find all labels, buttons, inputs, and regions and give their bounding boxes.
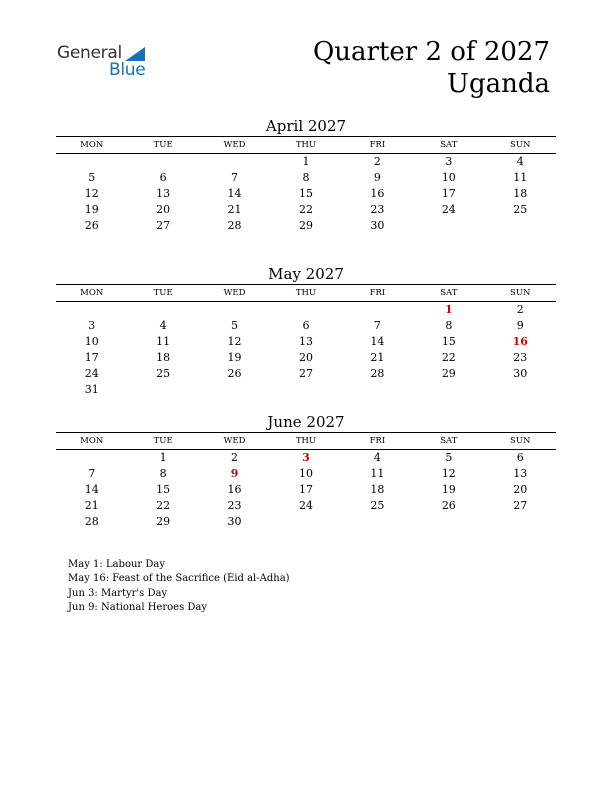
day-cell: 14 [370,335,385,348]
weekday-label: SUN [510,140,531,150]
week-row [56,366,556,382]
holiday-note: May 16: Feast of the Sacrifice (Eid al-Adha) [68,573,290,585]
day-cell: 18 [156,351,171,364]
day-cell: 26 [441,499,456,512]
day-cell [56,450,127,466]
day-cell: 28 [84,515,99,528]
day-cell [485,382,556,398]
weekday-label: TUE [153,140,173,150]
week-row [56,318,556,334]
day-cell: 16 [370,187,385,200]
day-cell: 12 [441,467,456,480]
day-cell [270,382,341,398]
holiday-note: May 1: Labour Day [68,559,165,570]
day-cell: 10 [441,171,456,184]
day-cell: 24 [84,367,99,380]
day-cell: 26 [84,219,99,232]
day-cell [342,382,413,398]
day-cell: 6 [159,171,167,184]
day-cell [199,302,270,318]
week-row [56,202,556,218]
weekday-label: FRI [369,288,386,298]
day-cell: 3 [445,155,453,168]
day-cell: 5 [445,451,453,464]
day-cell: 8 [159,467,167,480]
day-cell: 21 [84,499,99,512]
weekday-label: TUE [153,436,173,446]
day-cell: 5 [88,171,96,184]
month-title: June 2027 [267,413,345,431]
logo-triangle-icon [125,47,145,61]
day-cell: 4 [373,451,381,464]
day-cell: 1 [159,451,167,464]
day-cell: 11 [370,467,385,480]
day-cell: 22 [298,203,313,216]
day-cell: 8 [445,319,453,332]
week-row [56,170,556,186]
day-cell: 23 [227,499,242,512]
day-cell: 30 [513,367,528,380]
day-cell [56,302,127,318]
day-cell: 7 [231,171,239,184]
week-row [56,450,556,466]
weekday-label: MON [80,140,104,150]
day-cell: 20 [513,483,528,496]
weekday-label: THU [295,140,317,150]
weekday-label: MON [80,436,104,446]
week-row [56,334,556,350]
day-cell: 1 [302,155,310,168]
week-row [56,350,556,366]
day-cell: 8 [302,171,310,184]
weekday-header [56,137,556,154]
holiday-note: Jun 9: National Heroes Day [68,601,208,613]
title-country: Uganda [447,69,550,99]
day-cell: 6 [516,451,524,464]
day-cell: 4 [159,319,167,332]
day-cell: 18 [370,483,385,496]
week-row [56,154,556,170]
weekday-label: SAT [440,436,458,446]
day-cell: 27 [156,219,171,232]
day-cell: 20 [298,351,313,364]
day-cell: 11 [513,171,528,184]
month-title: April 2027 [265,117,347,135]
day-cell: 27 [513,499,528,512]
weekday-label: SAT [440,288,458,298]
month-calendar [56,264,556,398]
day-cell: 13 [513,467,528,480]
day-cell: 18 [513,187,528,200]
day-cell: 2 [231,451,239,464]
logo-text-general: General [57,43,122,63]
weekday-label: MON [80,288,104,298]
day-cell: 15 [298,187,313,200]
day-cell: 5 [231,319,239,332]
weekday-header [56,433,556,450]
day-cell: 12 [84,187,99,200]
holiday-day-cell: 3 [302,451,310,464]
day-cell: 25 [370,499,385,512]
day-cell: 7 [88,467,96,480]
day-cell [413,218,484,234]
day-cell: 2 [373,155,381,168]
day-cell: 2 [516,303,524,316]
day-cell: 28 [370,367,385,380]
day-cell [199,154,270,170]
logo-text-blue: Blue [109,60,146,80]
holiday-notes [68,558,290,615]
day-cell [342,514,413,530]
day-cell [127,154,198,170]
day-cell: 21 [370,351,385,364]
month-calendar [56,412,556,530]
day-cell: 17 [298,483,313,496]
day-cell [342,302,413,318]
day-cell: 17 [84,351,99,364]
day-cell: 11 [156,335,171,348]
day-cell: 12 [227,335,242,348]
day-cell: 23 [513,351,528,364]
holiday-day-cell: 1 [444,303,453,316]
day-cell: 15 [441,335,456,348]
month-calendar [56,116,556,234]
week-row [56,382,556,398]
weekday-label: WED [223,436,246,446]
day-cell: 22 [156,499,171,512]
day-cell: 9 [373,171,381,184]
day-cell: 25 [513,203,528,216]
day-cell [270,514,341,530]
week-row [56,186,556,202]
day-cell: 30 [370,219,385,232]
day-cell: 19 [84,203,99,216]
weekday-label: WED [223,140,246,150]
day-cell: 24 [298,499,313,512]
day-cell: 19 [441,483,456,496]
day-cell: 29 [156,515,171,528]
day-cell: 7 [373,319,381,332]
weekday-label: FRI [369,436,386,446]
day-cell: 23 [370,203,385,216]
day-cell: 26 [227,367,242,380]
day-cell: 31 [84,383,99,396]
holiday-day-cell: 16 [512,335,528,348]
day-cell: 13 [298,335,313,348]
day-cell: 29 [298,219,313,232]
day-cell: 15 [156,483,171,496]
day-cell: 22 [441,351,456,364]
day-cell: 3 [88,319,96,332]
week-row [56,302,556,318]
day-cell: 25 [156,367,171,380]
day-cell [413,382,484,398]
title-quarter: Quarter 2 of 2027 [312,37,550,67]
weekday-label: SUN [510,288,531,298]
day-cell [270,302,341,318]
day-cell: 16 [227,483,242,496]
week-row [56,514,556,530]
day-cell: 13 [156,187,171,200]
day-cell: 6 [302,319,310,332]
day-cell: 9 [516,319,524,332]
day-cell: 14 [84,483,99,496]
week-row [56,466,556,482]
page-title [313,36,550,100]
day-cell: 4 [516,155,524,168]
day-cell [485,218,556,234]
month-title: May 2027 [268,265,344,283]
day-cell: 10 [298,467,313,480]
weekday-label: THU [295,436,317,446]
day-cell: 24 [441,203,456,216]
week-row [56,482,556,498]
day-cell: 14 [227,187,242,200]
weekday-label: WED [223,288,246,298]
day-cell: 27 [298,367,313,380]
week-row [56,218,556,234]
weekday-label: SAT [440,140,458,150]
day-cell: 20 [156,203,171,216]
day-cell [127,382,198,398]
day-cell: 29 [441,367,456,380]
week-row [56,498,556,514]
day-cell: 30 [227,515,242,528]
weekday-label: SUN [510,436,531,446]
day-cell [413,514,484,530]
day-cell: 17 [441,187,456,200]
day-cell [485,514,556,530]
day-cell: 28 [227,219,242,232]
weekday-label: THU [295,288,317,298]
day-cell [199,382,270,398]
holiday-note: Jun 3: Martyr's Day [68,587,168,599]
generalblue-logo [57,43,177,83]
day-cell: 21 [227,203,242,216]
day-cell [56,154,127,170]
weekday-label: FRI [369,140,386,150]
day-cell: 10 [84,335,99,348]
day-cell [127,302,198,318]
holiday-day-cell: 9 [230,467,239,480]
weekday-header [56,285,556,302]
day-cell: 19 [227,351,242,364]
weekday-label: TUE [153,288,173,298]
